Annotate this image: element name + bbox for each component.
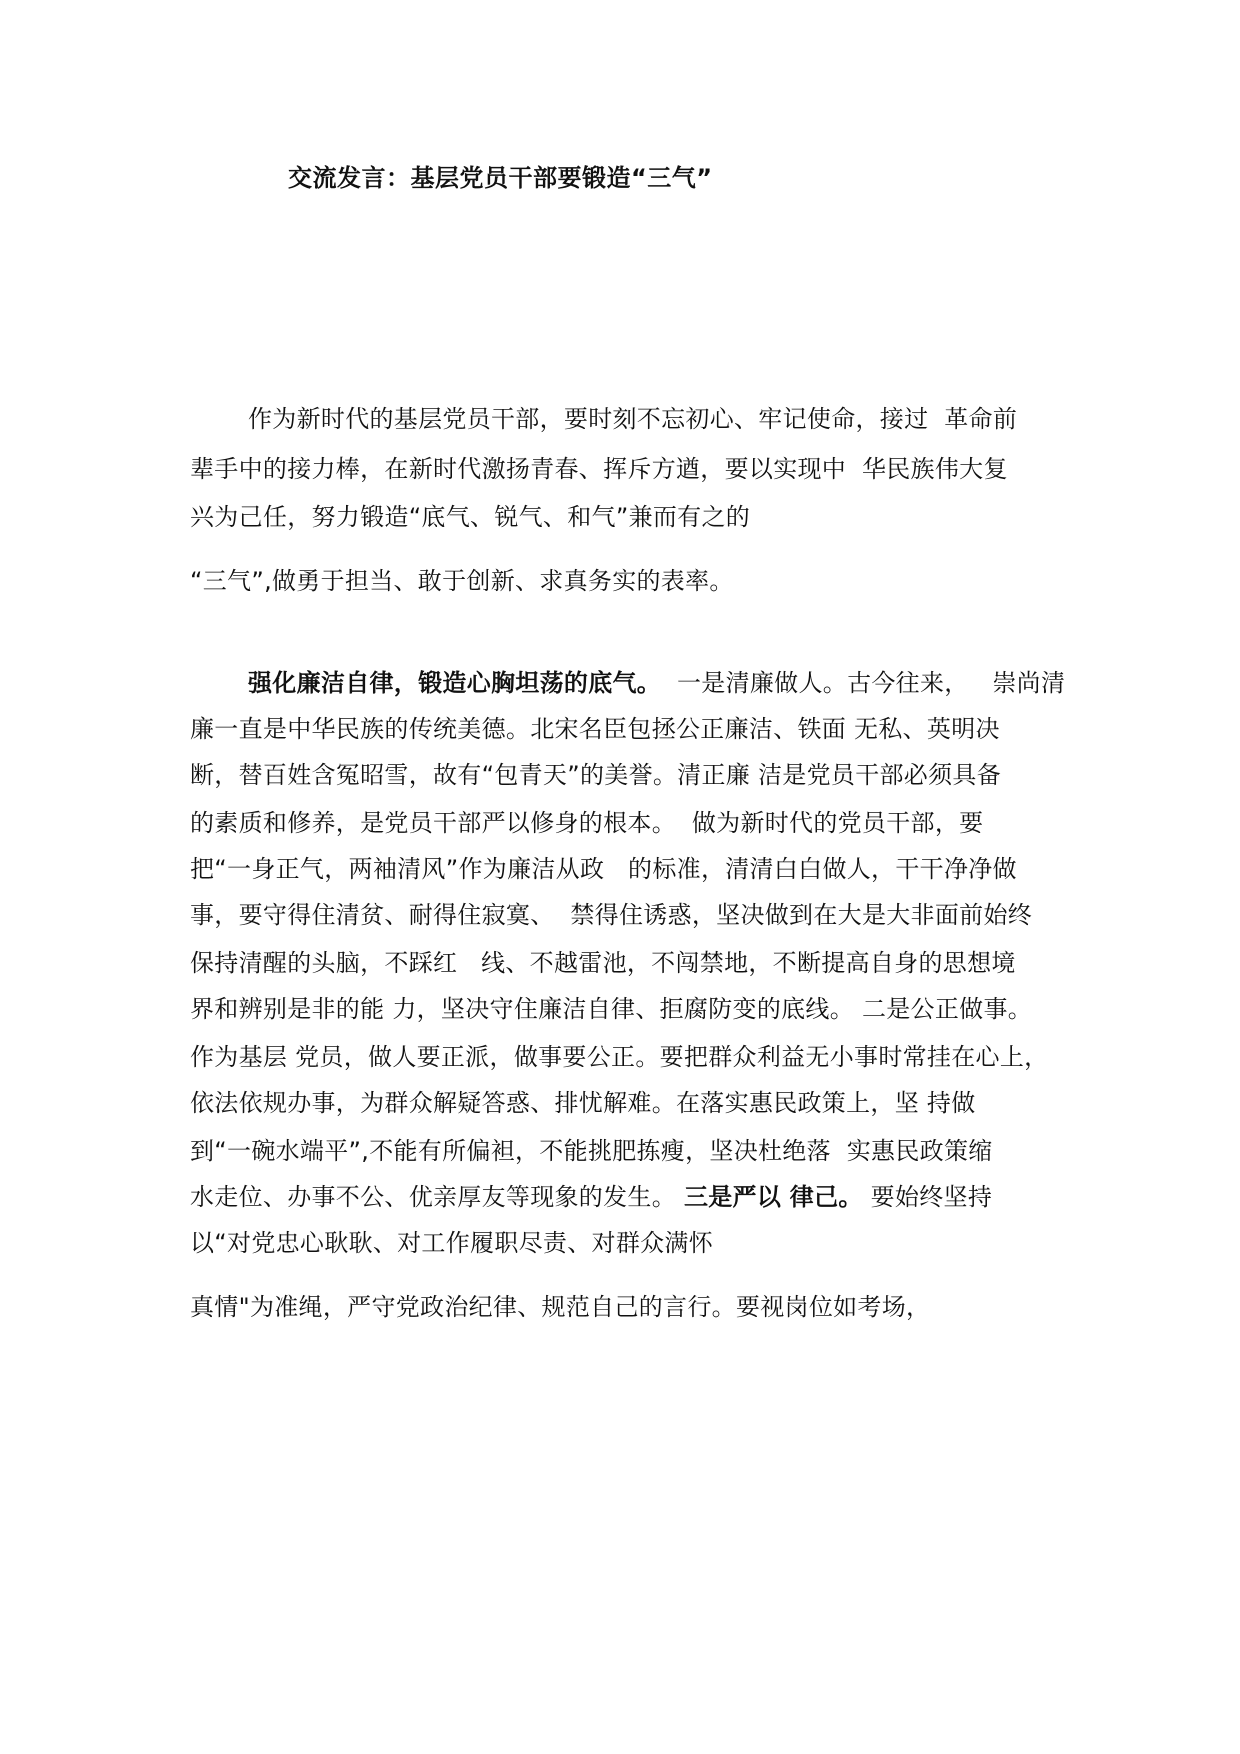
paragraph2-line-13: 以“对党忠心耿耿、对工作履职尽责、对群众满怀 [190, 1229, 714, 1257]
paragraph2-subheading-3: 三是严以 律己。 [683, 1183, 863, 1211]
paragraph2-line-11: 到“一碗水端平”,不能有所偏袒，不能挑肥拣瘦，坚决杜绝落 实惠民政策缩 [190, 1137, 993, 1165]
paragraph2-line-6: 事，要守得住清贫、耐得住寂寞、 禁得住诱惑，坚决做到在大是大非面前始终 [190, 901, 1033, 929]
paragraph2-line-12-a: 水走位、办事不公、优亲厚友等现象的发生。 [190, 1183, 684, 1211]
paragraph1-line-1: 作为新时代的基层党员干部，要时刻不忘初心、牢记使命，接过 革命前 [248, 405, 1018, 433]
paragraph1-line-3: 兴为己任，努力锻造“底气、锐气、和气”兼而有之的 [190, 503, 751, 531]
paragraph2-line-3: 断，替百姓含冤昭雪，故有“包青天”的美誉。清正廉 洁是党员干部必须具备 [190, 761, 1001, 789]
paragraph2-line-9: 作为基层 党员，做人要正派，做事要公正。要把群众利益无小事时常挂在心上， [190, 1043, 1049, 1071]
paragraph2-line-2: 廉一直是中华民族的传统美德。北宋名臣包拯公正廉洁、铁面 无私、英明决 [190, 715, 1000, 743]
paragraph3-line-1: 真情"为准绳，严守党政治纪律、规范自己的言行。要视岗位如考场， [190, 1293, 931, 1321]
document-title: 交流发言：基层党员干部要锻造“三气” [288, 164, 713, 192]
paragraph2-line-7: 保持清醒的头脑，不踩红 线、不越雷池，不闯禁地，不断提高自身的思想境 [190, 949, 1016, 977]
paragraph2-line-1 [248, 666, 1065, 700]
paragraph2-line-10: 依法依规办事，为群众解疑答惑、排忧解难。在落实惠民政策上，坚 持做 [190, 1089, 976, 1117]
paragraph2-line-12-b: 要始终坚持 [862, 1183, 993, 1211]
paragraph2-heading: 强化廉洁自律，锻造心胸坦荡的底气。 [248, 669, 662, 697]
paragraph2-line-1-rest: 一是清廉做人。古今往来， 崇尚清 [661, 669, 1066, 697]
paragraph2-line-5: 把“一身正气，两袖清风”作为廉洁从政 的标准，清清白白做人，干干净净做 [190, 855, 1017, 883]
paragraph1-line-2: 辈手中的接力棒，在新时代激扬青春、挥斥方遒，要以实现中 华民族伟大复 [190, 455, 1008, 483]
paragraph2-line-12 [190, 1180, 992, 1214]
paragraph2-line-8: 界和辨别是非的能 力，坚决守住廉洁自律、拒腐防变的底线。 二是公正做事。 [190, 995, 1033, 1023]
paragraph1-line-4: “三气”,做勇于担当、敢于创新、求真务实的表率。 [190, 567, 734, 595]
paragraph2-line-4: 的素质和修养，是党员干部严以修身的根本。 做为新时代的党员干部，要 [190, 809, 984, 837]
